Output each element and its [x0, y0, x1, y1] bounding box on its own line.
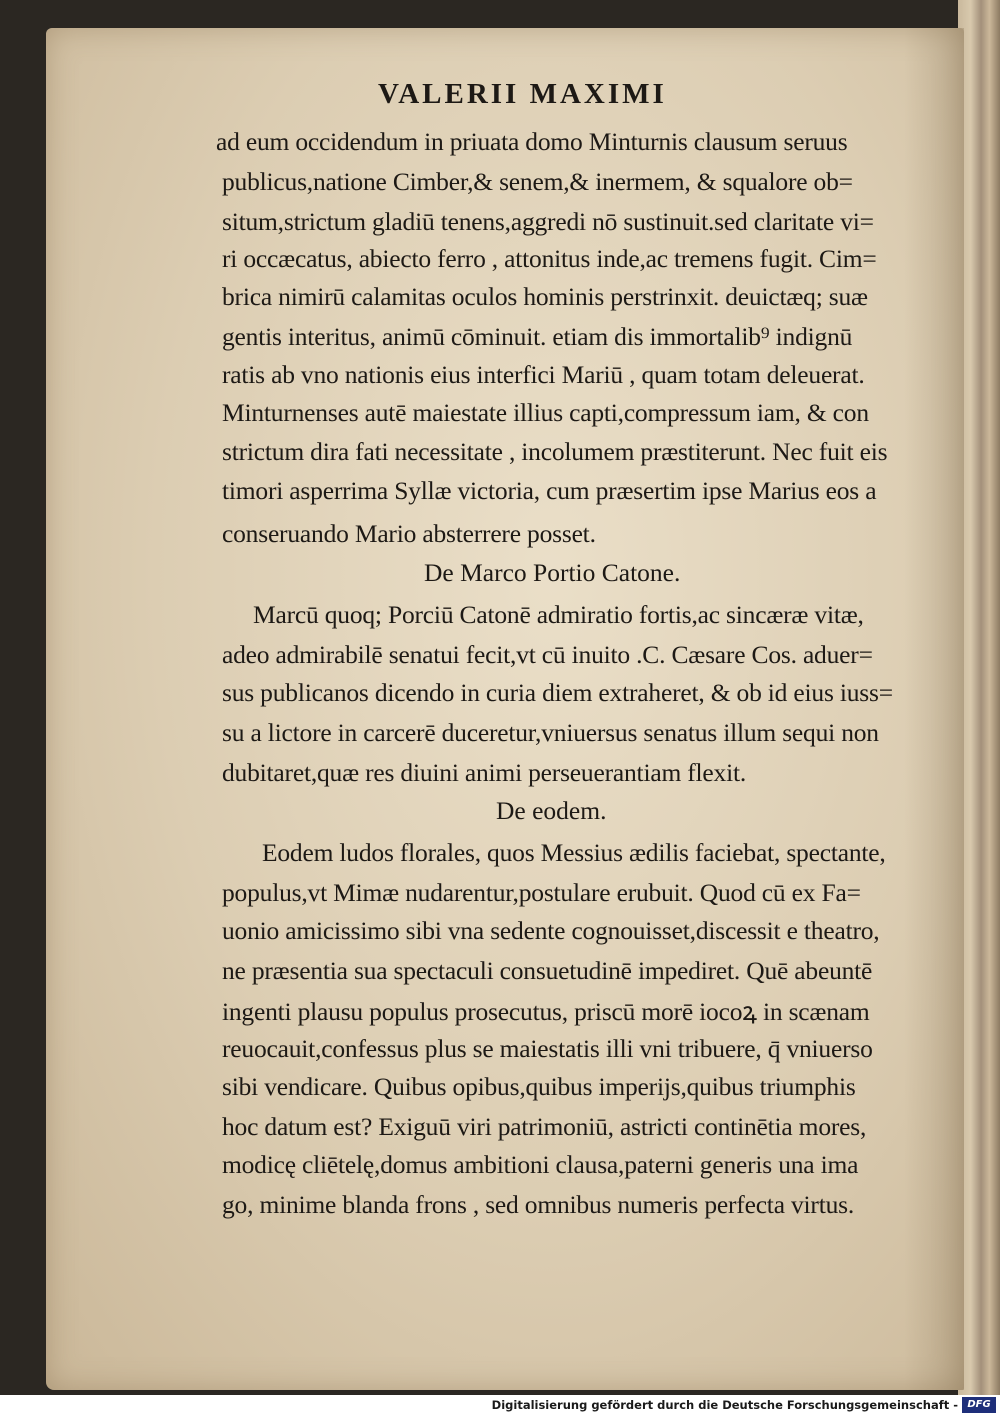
text-line-19: uonio amicissimo sibi vna sedente cognouisset,discessit e theatro,: [222, 916, 880, 945]
text-line-13: adeo admirabilē senatui fecit,vt cū inuito .C. Cæsare Cos. aduer=: [222, 640, 873, 669]
text-line-18: populus,vt Mimæ nudarentur,postulare erubuit. Quod cū ex Fa=: [222, 878, 861, 907]
text-line-17: Eodem ludos florales, quos Messius ædilis faciebat, spectante,: [262, 838, 886, 867]
text-line-9: strictum dira fati necessitate , incolumem præstiterunt. Nec fuit eis: [222, 437, 888, 466]
text-line-20: ne præsentia sua spectaculi consuetudinē impediret. Quē abeuntē: [222, 956, 873, 985]
text-line-5: brica nimirū calamitas oculos hominis perstrinxit. deuictæq; suæ: [222, 282, 868, 311]
section-heading-de-eodem: De eodem.: [496, 796, 607, 825]
text-line-10: timori asperrima Syllæ victoria, cum præsertim ipse Marius eos a: [222, 476, 877, 505]
text-line-23: sibi vendicare. Quibus opibus,quibus imperijs,quibus triumphis: [222, 1072, 856, 1101]
text-line-4: ri occæcatus, abiecto ferro , attonitus inde,ac tremens fugit. Cim=: [222, 244, 877, 273]
text-line-11: conseruando Mario absterrere posset.: [222, 519, 596, 548]
text-line-2: publicus,natione Cimber,& senem,& inermem, & squalore ob=: [222, 167, 853, 196]
text-line-8: Minturnenses autē maiestate illius capti,compressum iam, & con: [222, 398, 869, 427]
text-line-3: situm,strictum gladiū tenens,aggredi nō sustinuit.sed claritate vi=: [222, 207, 874, 236]
dfg-logo-icon: DFG: [962, 1397, 996, 1413]
text-line-15: su a lictore in carcerē duceretur,vniuersus senatus illum sequi non: [222, 718, 879, 747]
text-line-26: go, minime blanda frons , sed omnibus numeris perfecta virtus.: [222, 1190, 855, 1219]
text-line-22: reuocauit,confessus plus se maiestatis illi vni tribuere, q̄ vniuerso: [222, 1034, 873, 1063]
running-head: VALERII MAXIMI: [378, 78, 667, 110]
text-line-7: ratis ab vno nationis eius interfici Mariū , quam totam deleuerat.: [222, 360, 865, 389]
text-line-14: sus publicanos dicendo in curia diem extraheret, & ob id eius iuss=: [222, 678, 893, 707]
text-line-21: ingenti plausu populus prosecutus, priscū morē iocoꝝ in scænam: [222, 997, 870, 1026]
section-heading-cato: De Marco Portio Catone.: [424, 558, 681, 587]
text-line-1: ad eum occidendum in priuata domo Minturnis clausum seruus: [216, 127, 848, 156]
text-line-6: gentis interitus, animū cōminuit. etiam dis immortalib⁹ indignū: [222, 322, 853, 351]
paper-shade: [904, 28, 964, 1390]
footer-credit-text: Digitalisierung gefördert durch die Deutsche Forschungsgemeinschaft -: [491, 1398, 958, 1412]
book-edge: [958, 0, 1000, 1395]
text-line-24: hoc datum est? Exiguū viri patrimoniū, astricti continētia mores,: [222, 1112, 867, 1141]
text-line-25: modicę cliētelę,domus ambitioni clausa,paterni generis una ima: [222, 1150, 859, 1179]
text-line-16: dubitaret,quæ res diuini animi perseuerantiam flexit.: [222, 758, 747, 787]
digitization-footer: [0, 1395, 1000, 1417]
text-line-12: Marcū quoq; Porciū Catonē admiratio fortis,ac sincæræ vitæ,: [253, 600, 864, 629]
